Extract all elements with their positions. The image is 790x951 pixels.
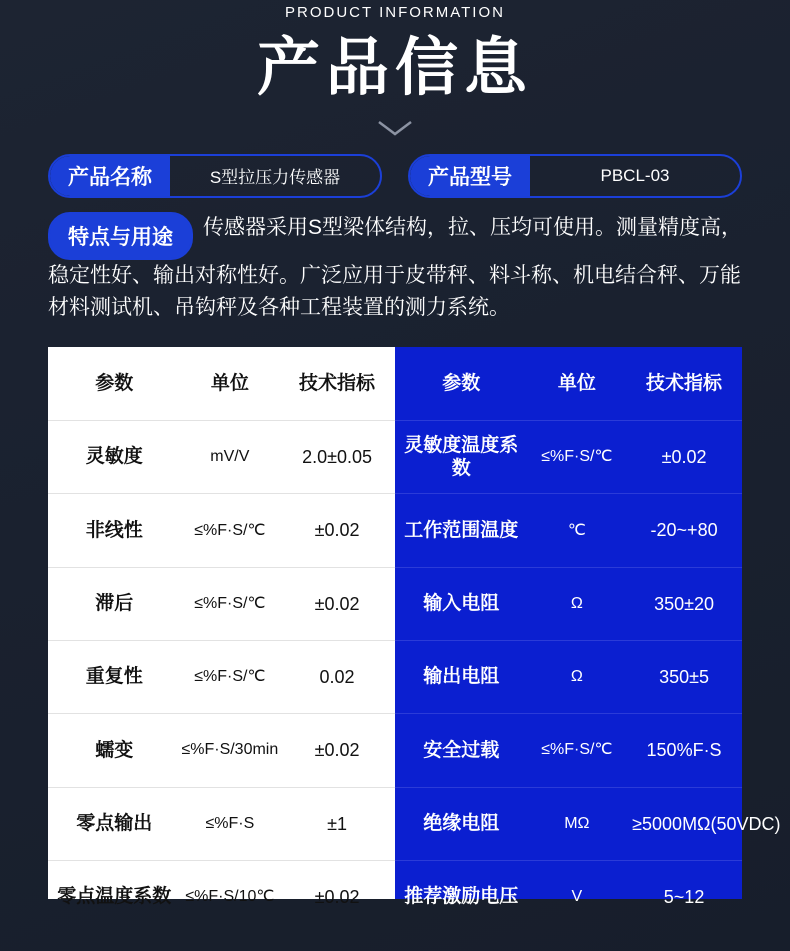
cell-unit: ≤%F·S/10℃: [185, 888, 275, 906]
cell-param: 非线性: [85, 519, 143, 541]
cell-spec: 2.0±0.05: [302, 447, 373, 468]
table-row: [48, 860, 395, 933]
table-row: [48, 493, 395, 566]
cell-unit: ℃: [567, 521, 586, 539]
cell-spec: -20~+80: [650, 520, 718, 541]
feature-block: [48, 212, 742, 325]
col-header-param: 参数: [442, 372, 481, 394]
cell-param: 工作范围温度: [404, 519, 519, 541]
product-summary-row: [48, 154, 742, 198]
cell-spec: ±0.02: [314, 520, 360, 541]
cell-param: 灵敏度温度系数: [404, 434, 519, 480]
product-name-pill: [48, 154, 382, 198]
cell-param: 零点输出: [76, 812, 153, 834]
cell-spec: 150%F·S: [646, 740, 722, 761]
table-row: [48, 420, 395, 493]
cell-param: 绝缘电阻: [423, 812, 500, 834]
cell-unit: Ω: [570, 594, 583, 612]
product-name-label: 产品名称: [50, 156, 170, 196]
table-row: [395, 713, 742, 786]
cell-spec: ±0.02: [314, 593, 360, 614]
cell-unit: ≤%F·S/30min: [181, 741, 279, 759]
product-model-value: PBCL-03: [600, 165, 670, 185]
product-name-value: S型拉压力传感器: [209, 168, 341, 188]
cell-param: 推荐激励电压: [404, 886, 519, 908]
cell-param: 滞后: [95, 593, 134, 614]
table-row: [395, 420, 742, 493]
spec-table-right: [395, 347, 781, 908]
cell-unit: ≤%F·S/℃: [194, 521, 266, 539]
col-header-spec: 技术指标: [299, 372, 376, 394]
cell-spec: 5~12: [663, 886, 705, 907]
cell-unit: ≤%F·S/℃: [194, 594, 266, 612]
chevron-down-icon: [375, 118, 415, 138]
cell-spec: 0.02: [319, 666, 355, 687]
table-row: [395, 860, 742, 933]
table-header-row: [395, 347, 742, 420]
table-row: [395, 640, 742, 713]
cell-param: 重复性: [85, 666, 143, 688]
cell-unit: V: [571, 888, 583, 906]
eyebrow-text: PRODUCT INFORMATION: [285, 4, 505, 21]
cell-unit: ≤%F·S/℃: [541, 448, 613, 466]
col-header-unit: 单位: [557, 372, 596, 394]
col-header-param: 参数: [95, 372, 134, 394]
table-row: [395, 493, 742, 566]
feature-label: 特点与用途: [48, 212, 193, 260]
cell-spec: ±0.02: [661, 447, 707, 468]
cell-unit: mV/V: [210, 448, 250, 466]
spec-table-left: [48, 347, 395, 908]
page-title: 产品信息: [257, 33, 533, 103]
feature-text: 传感器采用S型梁体结构，拉、压均可使用。测量精度高，稳定性好、输出对称性好。广泛应用于皮带秤、料斗称、机电结合秤、万能材料测试机、吊钩秤及各种工程装置的测力系统。: [48, 215, 743, 320]
cell-spec: ±0.02: [314, 886, 360, 907]
cell-spec: 350±20: [654, 593, 715, 614]
product-model-label: 产品型号: [410, 156, 530, 196]
cell-unit: Ω: [570, 668, 583, 686]
cell-param: 蠕变: [95, 739, 134, 761]
table-row: [395, 787, 781, 860]
cell-param: 灵敏度: [85, 446, 143, 468]
spec-tables: [48, 347, 781, 908]
cell-spec: ≥5000MΩ(50VDC): [632, 813, 781, 834]
product-model-pill: [408, 154, 742, 198]
cell-unit: MΩ: [564, 814, 590, 832]
cell-param: 输出电阻: [423, 666, 500, 688]
table-row: [48, 567, 395, 640]
cell-param: 零点温度系数: [57, 886, 172, 908]
cell-unit: ≤%F·S/℃: [541, 741, 613, 759]
cell-unit: ≤%F·S/℃: [194, 668, 266, 686]
table-row: [48, 713, 395, 786]
table-row: [48, 640, 395, 713]
cell-param: 输入电阻: [423, 593, 500, 614]
table-row: [395, 567, 742, 640]
cell-param: 安全过载: [423, 739, 500, 761]
table-row: [48, 787, 395, 860]
table-header-row: [48, 347, 395, 420]
cell-spec: 350±5: [659, 666, 710, 687]
col-header-spec: 技术指标: [646, 372, 723, 394]
cell-spec: ±0.02: [314, 740, 360, 761]
cell-spec: ±1: [327, 813, 347, 834]
cell-unit: ≤%F·S: [205, 814, 255, 832]
col-header-unit: 单位: [210, 372, 249, 394]
